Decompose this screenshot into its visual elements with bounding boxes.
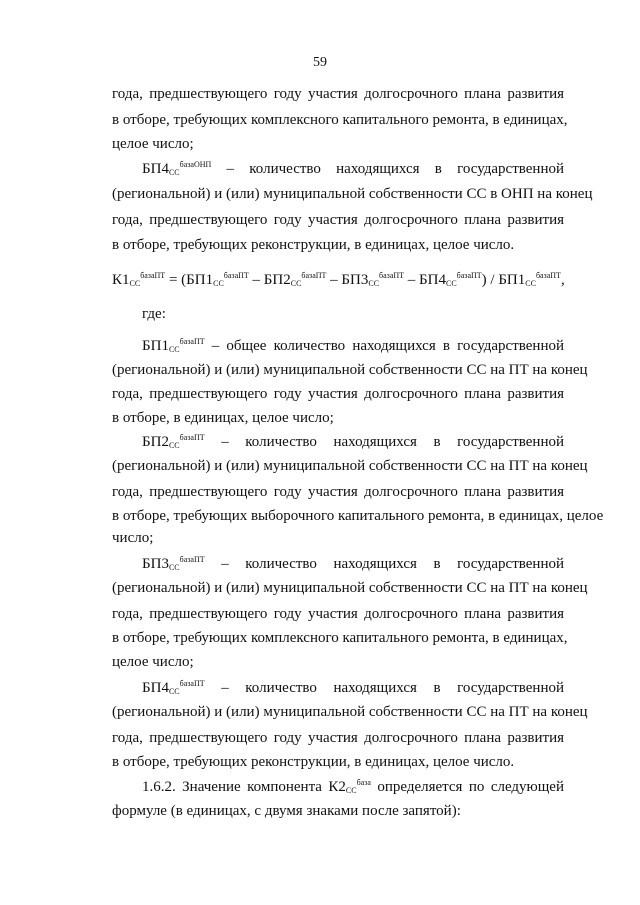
definition-bp1-pt: $БП1_{СС}^{базаПТ}$ – общее количество находящихся в государственной <box>142 337 565 354</box>
term: $БП1_{СС}^{базаПТ}$ <box>142 337 205 354</box>
text-line: формуле (в единицах, с двумя знаками после запятой): <box>112 803 461 819</box>
term: $БП3_{СС}^{базаПТ}$ <box>142 555 205 572</box>
text-line: года, предшествующего году участия долгосрочного плана развития <box>112 606 564 622</box>
text-line: года, предшествующего году участия долгосрочного плана развития <box>112 484 564 500</box>
text-line: в отборе, требующих комплексного капитального ремонта, в единицах, <box>112 112 568 128</box>
definition-bp4-pt: $БП4_{СС}^{базаПТ}$ – количество находящихся в государственной <box>142 679 565 696</box>
definition-bp3-pt: $БП3_{СС}^{базаПТ}$ – количество находящихся в государственной <box>142 555 565 572</box>
page-number: 59 <box>313 55 327 70</box>
text-line: в отборе, требующих реконструкции, в единицах, целое число. <box>112 237 515 253</box>
text-line: (региональной) и (или) муниципальной собственности СС на ПТ на конец <box>112 580 588 596</box>
term: $БП4_{СС}^{базаОНП}$ <box>142 160 212 177</box>
text-line: года, предшествующего году участия долгосрочного плана развития <box>112 212 564 228</box>
text-line: в отборе, в единицах, целое число; <box>112 410 334 426</box>
text-line: (региональной) и (или) муниципальной собственности СС на ПТ на конец <box>112 704 588 720</box>
text-line: число; <box>112 530 154 546</box>
text-line: (региональной) и (или) муниципальной собственности СС в ОНП на конец <box>112 186 593 202</box>
text-line: в отборе, требующих комплексного капитального ремонта, в единицах, <box>112 630 568 646</box>
definition-bp2-pt: $БП2_{СС}^{базаПТ}$ – количество находящихся в государственной <box>142 433 565 450</box>
text-line: целое число; <box>112 654 194 670</box>
where-label: где: <box>142 306 166 322</box>
term: $БП4_{СС}^{базаПТ}$ <box>142 679 205 696</box>
term: $К2_{СС}^{база}$ <box>328 778 371 795</box>
formula-k1: $К1_{СС}^{базаПТ} = (БП1_{СС}^{базаПТ} - БП2_{СС}^{базаПТ} - БП3_{СС}^{базаПТ} - БП4_{СС}^{базаПТ}) / БП1_{СС}^{базаПТ}$, <box>112 271 565 288</box>
text-line: в отборе, требующих выборочного капитального ремонта, в единицах, целое <box>112 508 604 524</box>
term: $БП2_{СС}^{базаПТ}$ <box>142 433 205 450</box>
text-line: года, предшествующего году участия долгосрочного плана развития <box>112 730 564 746</box>
paragraph-1-6-2: 1.6.2. Значение компонента $К2_{СС}^{база}$ определяется по следующей <box>142 778 564 795</box>
definition-bp4-onp: $БП4_{СС}^{базаОНП}$ – количество находящихся в государственной <box>142 160 565 177</box>
text-line: года, предшествующего году участия долгосрочного плана развития <box>112 386 564 402</box>
text-line: целое число; <box>112 136 194 152</box>
text-line: года, предшествующего году участия долгосрочного плана развития <box>112 86 564 102</box>
text-line: (региональной) и (или) муниципальной собственности СС на ПТ на конец <box>112 362 588 378</box>
text-line: в отборе, требующих реконструкции, в единицах, целое число. <box>112 754 515 770</box>
text-line: (региональной) и (или) муниципальной собственности СС на ПТ на конец <box>112 458 588 474</box>
